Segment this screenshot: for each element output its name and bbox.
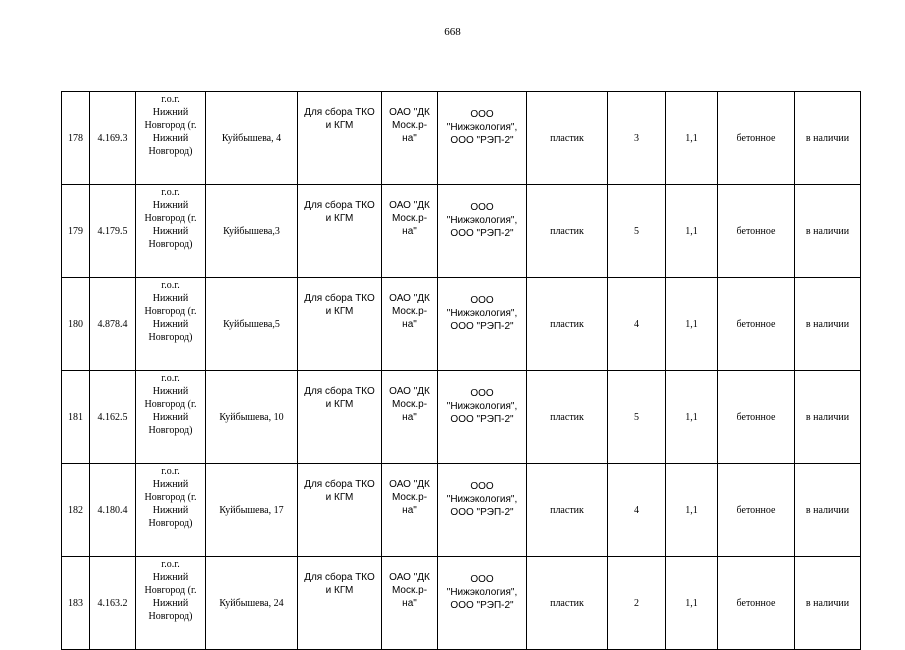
- locality-cell-line: Нижний: [152, 505, 189, 516]
- locality-cell-line: Новгород): [148, 611, 193, 622]
- locality-cell-line: Новгород (г.: [144, 120, 197, 131]
- status-cell: в наличии: [795, 464, 861, 557]
- site-code-cell: 4.180.4: [90, 464, 136, 557]
- owner-cell-line: Моск.р-: [391, 120, 428, 131]
- owner-cell-line: на": [402, 412, 417, 423]
- operator-cell-line: ООО: [470, 202, 494, 213]
- owner-cell-line: на": [402, 226, 417, 237]
- surface-cell: бетонное: [718, 557, 795, 650]
- owner-cell-line: Моск.р-: [391, 492, 428, 503]
- operator-cell-line: "Нижэкология",: [446, 587, 518, 598]
- locality-cell: [136, 92, 206, 185]
- material-cell: пластик: [527, 557, 608, 650]
- material-cell: пластик: [527, 371, 608, 464]
- operator-cell-line: ООО: [470, 295, 494, 306]
- purpose-cell-line: и КГМ: [325, 213, 354, 224]
- purpose-cell-line: и КГМ: [325, 306, 354, 317]
- locality-cell-line: Новгород): [148, 425, 193, 436]
- material-cell: пластик: [527, 92, 608, 185]
- owner-cell-line: ОАО "ДК: [389, 293, 430, 304]
- operator-cell-line: ООО "РЭП-2": [450, 507, 514, 518]
- site-code-cell: 4.179.5: [90, 185, 136, 278]
- purpose-cell: [298, 557, 382, 650]
- site-code-cell: 4.169.3: [90, 92, 136, 185]
- address-cell: Куйбышева,5: [206, 278, 298, 371]
- owner-cell: [382, 92, 438, 185]
- container-sites-table: [61, 91, 861, 650]
- locality-cell-line: Новгород (г.: [144, 585, 197, 596]
- purpose-cell-line: Для сбора ТКО: [304, 386, 375, 397]
- purpose-cell: [298, 464, 382, 557]
- operator-cell: [438, 464, 527, 557]
- purpose-cell: [298, 371, 382, 464]
- owner-cell: [382, 371, 438, 464]
- purpose-cell-line: Для сбора ТКО: [304, 107, 375, 118]
- site-code-cell: 4.163.2: [90, 557, 136, 650]
- address-cell: Куйбышева,3: [206, 185, 298, 278]
- owner-cell-line: на": [402, 505, 417, 516]
- operator-cell-line: ООО: [470, 481, 494, 492]
- page-number: 668: [444, 26, 461, 38]
- locality-cell-line: Новгород): [148, 332, 193, 343]
- operator-cell: [438, 278, 527, 371]
- operator-cell-line: "Нижэкология",: [446, 122, 518, 133]
- container-count-cell: 4: [608, 278, 666, 371]
- status-cell: в наличии: [795, 371, 861, 464]
- operator-cell-line: "Нижэкология",: [446, 308, 518, 319]
- surface-cell: бетонное: [718, 92, 795, 185]
- surface-cell: бетонное: [718, 371, 795, 464]
- owner-cell-line: на": [402, 133, 417, 144]
- status-cell: в наличии: [795, 185, 861, 278]
- purpose-cell-line: Для сбора ТКО: [304, 572, 375, 583]
- table-row: [62, 371, 861, 464]
- locality-cell-line: Нижний: [152, 386, 189, 397]
- locality-cell-line: Новгород): [148, 146, 193, 157]
- material-cell: пластик: [527, 278, 608, 371]
- container-count-cell: 2: [608, 557, 666, 650]
- operator-cell-line: "Нижэкология",: [446, 401, 518, 412]
- container-count-cell: 5: [608, 371, 666, 464]
- row-number-cell: 180: [62, 278, 90, 371]
- purpose-cell-line: Для сбора ТКО: [304, 200, 375, 211]
- operator-cell: [438, 92, 527, 185]
- operator-cell: [438, 185, 527, 278]
- container-volume-cell: 1,1: [666, 371, 718, 464]
- operator-cell: [438, 371, 527, 464]
- container-count-cell: 5: [608, 185, 666, 278]
- owner-cell-line: Моск.р-: [391, 399, 428, 410]
- status-cell: в наличии: [795, 278, 861, 371]
- locality-cell-line: Нижний: [152, 479, 189, 490]
- table-row: [62, 464, 861, 557]
- locality-cell-line: Нижний: [152, 133, 189, 144]
- locality-cell: [136, 278, 206, 371]
- address-cell: Куйбышева, 24: [206, 557, 298, 650]
- locality-cell-line: г.о.г.: [161, 94, 180, 105]
- row-number-cell: 183: [62, 557, 90, 650]
- operator-cell-line: ООО "РЭП-2": [450, 228, 514, 239]
- locality-cell-line: г.о.г.: [161, 187, 180, 198]
- operator-cell-line: ООО "РЭП-2": [450, 321, 514, 332]
- address-cell: Куйбышева, 4: [206, 92, 298, 185]
- purpose-cell-line: и КГМ: [325, 492, 354, 503]
- locality-cell-line: Нижний: [152, 200, 189, 211]
- surface-cell: бетонное: [718, 464, 795, 557]
- site-code-cell: 4.878.4: [90, 278, 136, 371]
- surface-cell: бетонное: [718, 185, 795, 278]
- locality-cell-line: Нижний: [152, 226, 189, 237]
- locality-cell: [136, 371, 206, 464]
- locality-cell-line: Нижний: [152, 412, 189, 423]
- operator-cell-line: ООО "РЭП-2": [450, 600, 514, 611]
- locality-cell-line: Нижний: [152, 598, 189, 609]
- container-count-cell: 4: [608, 464, 666, 557]
- table-row: [62, 185, 861, 278]
- material-cell: пластик: [527, 464, 608, 557]
- owner-cell: [382, 278, 438, 371]
- locality-cell-line: г.о.г.: [161, 466, 180, 477]
- owner-cell-line: Моск.р-: [391, 585, 428, 596]
- site-code-cell: 4.162.5: [90, 371, 136, 464]
- purpose-cell-line: и КГМ: [325, 120, 354, 131]
- locality-cell-line: г.о.г.: [161, 559, 180, 570]
- locality-cell-line: Новгород): [148, 239, 193, 250]
- table-body: [62, 92, 861, 650]
- container-volume-cell: 1,1: [666, 185, 718, 278]
- purpose-cell-line: Для сбора ТКО: [304, 479, 375, 490]
- locality-cell: [136, 185, 206, 278]
- purpose-cell: [298, 92, 382, 185]
- purpose-cell: [298, 185, 382, 278]
- locality-cell-line: Нижний: [152, 107, 189, 118]
- locality-cell-line: Новгород (г.: [144, 306, 197, 317]
- locality-cell-line: Новгород): [148, 518, 193, 529]
- locality-cell-line: г.о.г.: [161, 373, 180, 384]
- owner-cell-line: на": [402, 598, 417, 609]
- container-volume-cell: 1,1: [666, 278, 718, 371]
- locality-cell-line: Нижний: [152, 293, 189, 304]
- owner-cell-line: ОАО "ДК: [389, 479, 430, 490]
- purpose-cell-line: Для сбора ТКО: [304, 293, 375, 304]
- purpose-cell-line: и КГМ: [325, 585, 354, 596]
- container-volume-cell: 1,1: [666, 464, 718, 557]
- status-cell: в наличии: [795, 557, 861, 650]
- status-cell: в наличии: [795, 92, 861, 185]
- operator-cell-line: ООО "РЭП-2": [450, 414, 514, 425]
- locality-cell-line: Новгород (г.: [144, 399, 197, 410]
- owner-cell-line: Моск.р-: [391, 213, 428, 224]
- operator-cell-line: "Нижэкология",: [446, 494, 518, 505]
- operator-cell-line: ООО "РЭП-2": [450, 135, 514, 146]
- owner-cell-line: ОАО "ДК: [389, 107, 430, 118]
- address-cell: Куйбышева, 17: [206, 464, 298, 557]
- owner-cell-line: ОАО "ДК: [389, 200, 430, 211]
- owner-cell: [382, 464, 438, 557]
- locality-cell-line: Новгород (г.: [144, 492, 197, 503]
- operator-cell-line: ООО: [470, 388, 494, 399]
- locality-cell: [136, 464, 206, 557]
- row-number-cell: 182: [62, 464, 90, 557]
- owner-cell-line: ОАО "ДК: [389, 572, 430, 583]
- table-row: [62, 278, 861, 371]
- address-cell: Куйбышева, 10: [206, 371, 298, 464]
- operator-cell: [438, 557, 527, 650]
- surface-cell: бетонное: [718, 278, 795, 371]
- locality-cell-line: Нижний: [152, 319, 189, 330]
- locality-cell-line: Новгород (г.: [144, 213, 197, 224]
- purpose-cell: [298, 278, 382, 371]
- container-volume-cell: 1,1: [666, 92, 718, 185]
- operator-cell-line: "Нижэкология",: [446, 215, 518, 226]
- owner-cell: [382, 557, 438, 650]
- operator-cell-line: ООО: [470, 109, 494, 120]
- row-number-cell: 179: [62, 185, 90, 278]
- table-row: [62, 557, 861, 650]
- locality-cell-line: г.о.г.: [161, 280, 180, 291]
- owner-cell-line: ОАО "ДК: [389, 386, 430, 397]
- owner-cell: [382, 185, 438, 278]
- purpose-cell-line: и КГМ: [325, 399, 354, 410]
- owner-cell-line: на": [402, 319, 417, 330]
- container-count-cell: 3: [608, 92, 666, 185]
- table-row: [62, 92, 861, 185]
- row-number-cell: 181: [62, 371, 90, 464]
- owner-cell-line: Моск.р-: [391, 306, 428, 317]
- material-cell: пластик: [527, 185, 608, 278]
- locality-cell-line: Нижний: [152, 572, 189, 583]
- operator-cell-line: ООО: [470, 574, 494, 585]
- locality-cell: [136, 557, 206, 650]
- row-number-cell: 178: [62, 92, 90, 185]
- container-volume-cell: 1,1: [666, 557, 718, 650]
